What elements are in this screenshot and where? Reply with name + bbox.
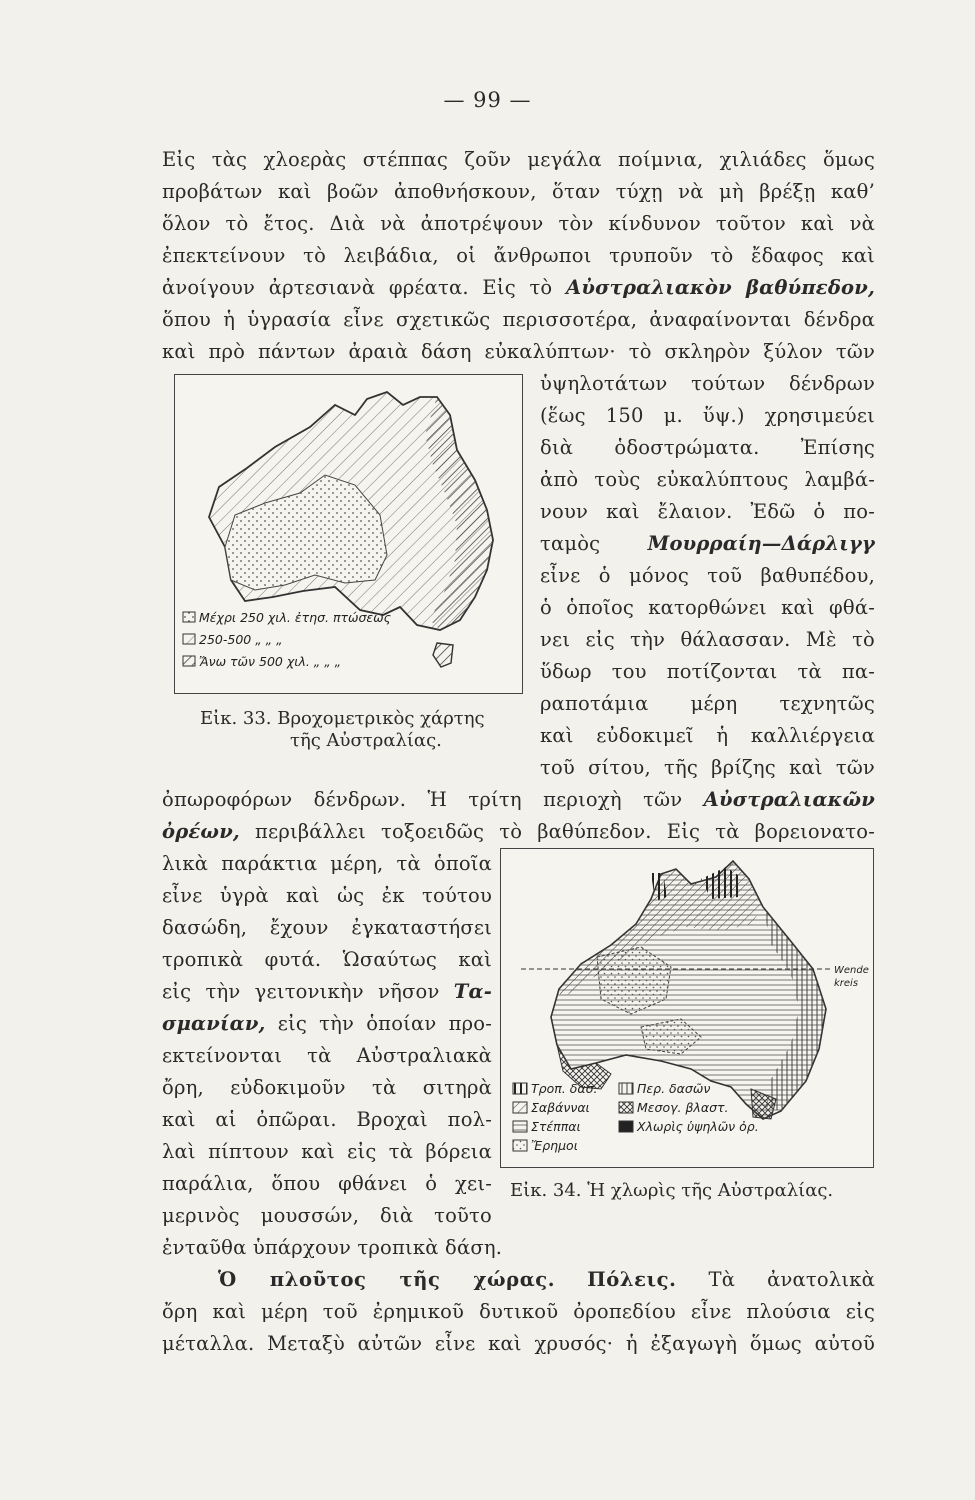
rainfall-legend bbox=[183, 610, 391, 669]
figure-33-rainfall-map bbox=[174, 374, 523, 694]
text-line: καὶ εὐδοκιμεῖ ἡ καλλιέργεια bbox=[540, 724, 875, 747]
text-line: τροπικὰ φυτά. Ὡσαύτως καὶ bbox=[162, 948, 492, 971]
text-line bbox=[162, 1012, 492, 1035]
legend-label: Μέχρι 250 χιλ. ἐτησ. πτώσεως bbox=[199, 610, 391, 625]
legend-label: Ἔρημοι bbox=[531, 1138, 578, 1153]
text-fragment: εἰς τὴν γειτονικὴν νῆσον bbox=[162, 980, 454, 1003]
text-fragment: Τὰ ἀνατολικὰ bbox=[676, 1268, 875, 1291]
heading-wealth: Ὁ πλοῦτος τῆς χώρας. bbox=[218, 1268, 556, 1291]
text-line: καὶ αἱ ὀπῶραι. Βροχαὶ πολ- bbox=[162, 1108, 492, 1131]
figure-33-caption: Εἰκ. 33. Βροχομετρικὸς χάρτης bbox=[200, 708, 485, 729]
term-murray-darling: Μουρραίη—Δάρλιγγ bbox=[647, 532, 875, 555]
text-fragment: εἰς τὴν ὁποίαν προ- bbox=[265, 1012, 492, 1035]
text-line: εἶνε ὑγρὰ καὶ ὡς ἐκ τούτου bbox=[162, 884, 492, 907]
text-fragment: ταμὸς bbox=[540, 532, 648, 555]
text-line: ραποτάμια μέρη τεχνητῶς bbox=[540, 692, 875, 715]
text-fragment: ἀνοίγουν ἀρτεσιανὰ φρέατα. Εἰς τὸ bbox=[162, 276, 567, 299]
text-line bbox=[162, 788, 875, 811]
text-line: (ἕως 150 μ. ὕψ.) χρησιμεύει bbox=[540, 404, 875, 427]
term-tasmania: Τα- bbox=[453, 980, 492, 1003]
flora-legend bbox=[513, 1081, 759, 1153]
legend-label: 250-500 „ „ „ bbox=[199, 632, 283, 647]
legend-label: Στέππαι bbox=[531, 1119, 581, 1134]
text-line: ὕδωρ του ποτίζονται τὰ πα- bbox=[540, 660, 875, 683]
text-line: ὁ ὁποῖος κατορθώνει καὶ φθά- bbox=[540, 596, 875, 619]
text-fragment: περιβάλλει τοξοειδῶς τὸ βαθύπεδον. Εἰς τὰ βορειονατο- bbox=[239, 820, 875, 843]
text-line: νουν καὶ ἔλαιον. Ἐδῶ ὁ πο- bbox=[540, 500, 875, 523]
text-line: λαὶ πίπτουν καὶ εἰς τὰ βόρεια bbox=[162, 1140, 492, 1163]
text-line: παράλια, ὅπου φθάνει ὁ χει- bbox=[162, 1172, 492, 1195]
text-line: δασώδη, ἔχουν ἐγκαταστήσει bbox=[162, 916, 492, 939]
term-australian-mountains: Αὐστραλιακῶν bbox=[703, 788, 875, 811]
text-line bbox=[162, 276, 875, 299]
text-line bbox=[162, 980, 492, 1003]
term-mountains: ὀρέων, bbox=[162, 820, 240, 843]
text-line: λικὰ παράκτια μέρη, τὰ ὁποῖα bbox=[162, 852, 492, 875]
text-line: εἶνε ὁ μόνος τοῦ βαθυπέδου, bbox=[540, 564, 875, 587]
text-line: μερινὸς μουσσών, διὰ τοῦτο bbox=[162, 1204, 492, 1227]
text-line: νει εἰς τὴν θάλασσαν. Μὲ τὸ bbox=[540, 628, 875, 651]
text-line: ἐνταῦθα ὑπάρχουν τροπικὰ δάση. bbox=[162, 1236, 503, 1259]
text-line bbox=[540, 532, 875, 555]
text-line: καὶ πρὸ πάντων ἀραιὰ δάση εὐκαλύπτων· τὸ σκληρὸν ξύλον τῶν bbox=[162, 340, 875, 363]
text-line: ἐπεκτείνουν τὸ λειβάδια, οἱ ἄνθρωποι τρυποῦν τὸ ἔδαφος καὶ bbox=[162, 244, 875, 267]
text-line: διὰ ὁδοστρώματα. Ἐπίσης bbox=[540, 436, 875, 459]
flora-map-graphic bbox=[501, 849, 873, 1167]
text-fragment: ὀπωροφόρων δένδρων. Ἡ τρίτη περιοχὴ τῶν bbox=[162, 788, 704, 811]
text-line bbox=[162, 820, 875, 843]
term-tasmania-cont: σμανίαν, bbox=[162, 1012, 266, 1035]
tropic-label: kreis bbox=[834, 978, 859, 989]
text-line: προβάτων καὶ βοῶν ἀποθνήσκουν, ὅταν τύχῃ νὰ μὴ βρέξῃ καθ’ bbox=[162, 180, 875, 203]
rainfall-map-graphic bbox=[175, 375, 522, 693]
text-line: ἀπὸ τοὺς εὐκαλύπτους λαμβά- bbox=[540, 468, 875, 491]
text-line: τοῦ σίτου, τῆς βρίζης καὶ τῶν bbox=[540, 756, 875, 779]
tropic-label: Wende bbox=[834, 965, 869, 976]
legend-label: Τροπ. δασ. bbox=[531, 1081, 598, 1096]
legend-label: Μεσογ. βλαστ. bbox=[637, 1100, 729, 1115]
figure-34-caption: Εἰκ. 34. Ἡ χλωρὶς τῆς Αὐστραλίας. bbox=[510, 1180, 834, 1201]
legend-label: Χλωρὶς ὑψηλῶν ὀρ. bbox=[637, 1119, 759, 1134]
legend-label: Σαβάνναι bbox=[531, 1100, 590, 1115]
figure-34-flora-map bbox=[500, 848, 874, 1168]
legend-label: Ἄνω τῶν 500 χιλ. „ „ „ bbox=[199, 654, 342, 669]
page-number: — 99 — bbox=[443, 88, 532, 112]
term-australian-basin: Αὐστραλιακὸν βαθύπεδον, bbox=[566, 276, 875, 299]
text-line: Εἰς τὰς χλοερὰς στέππας ζοῦν μεγάλα ποίμνια, χιλιάδες ὅμως bbox=[162, 148, 875, 171]
text-line: ὅλον τὸ ἔτος. Διὰ νὰ ἀποτρέψουν τὸν κίνδυνον τοῦτον καὶ νὰ bbox=[162, 212, 875, 235]
text-line: ὄρη καὶ μέρη τοῦ ἐρημικοῦ δυτικοῦ ὀροπεδίου εἶνε πλούσια εἰς bbox=[162, 1300, 875, 1323]
text-line: ὑψηλοτάτων τούτων δένδρων bbox=[540, 372, 875, 395]
text-line: ὄρη, εὐδοκιμοῦν τὰ σιτηρὰ bbox=[162, 1076, 492, 1099]
legend-label: Περ. δασῶν bbox=[637, 1081, 711, 1096]
text-line: μέταλλα. Μεταξὺ αὐτῶν εἶνε καὶ χρυσός· ἡ ἐξαγωγὴ ὅμως αὐτοῦ bbox=[162, 1332, 875, 1355]
text-line: ὅπου ἡ ὑγρασία εἶνε σχετικῶς περισσοτέρα, ἀναφαίνονται δένδρα bbox=[162, 308, 875, 331]
heading-cities: Πόλεις. bbox=[587, 1268, 677, 1291]
text-line: εκτείνονται τὰ Αὐστραλιακὰ bbox=[162, 1044, 492, 1067]
section-heading-line bbox=[218, 1268, 875, 1291]
figure-33-caption-line-2: τῆς Αὐστραλίας. bbox=[290, 730, 442, 751]
